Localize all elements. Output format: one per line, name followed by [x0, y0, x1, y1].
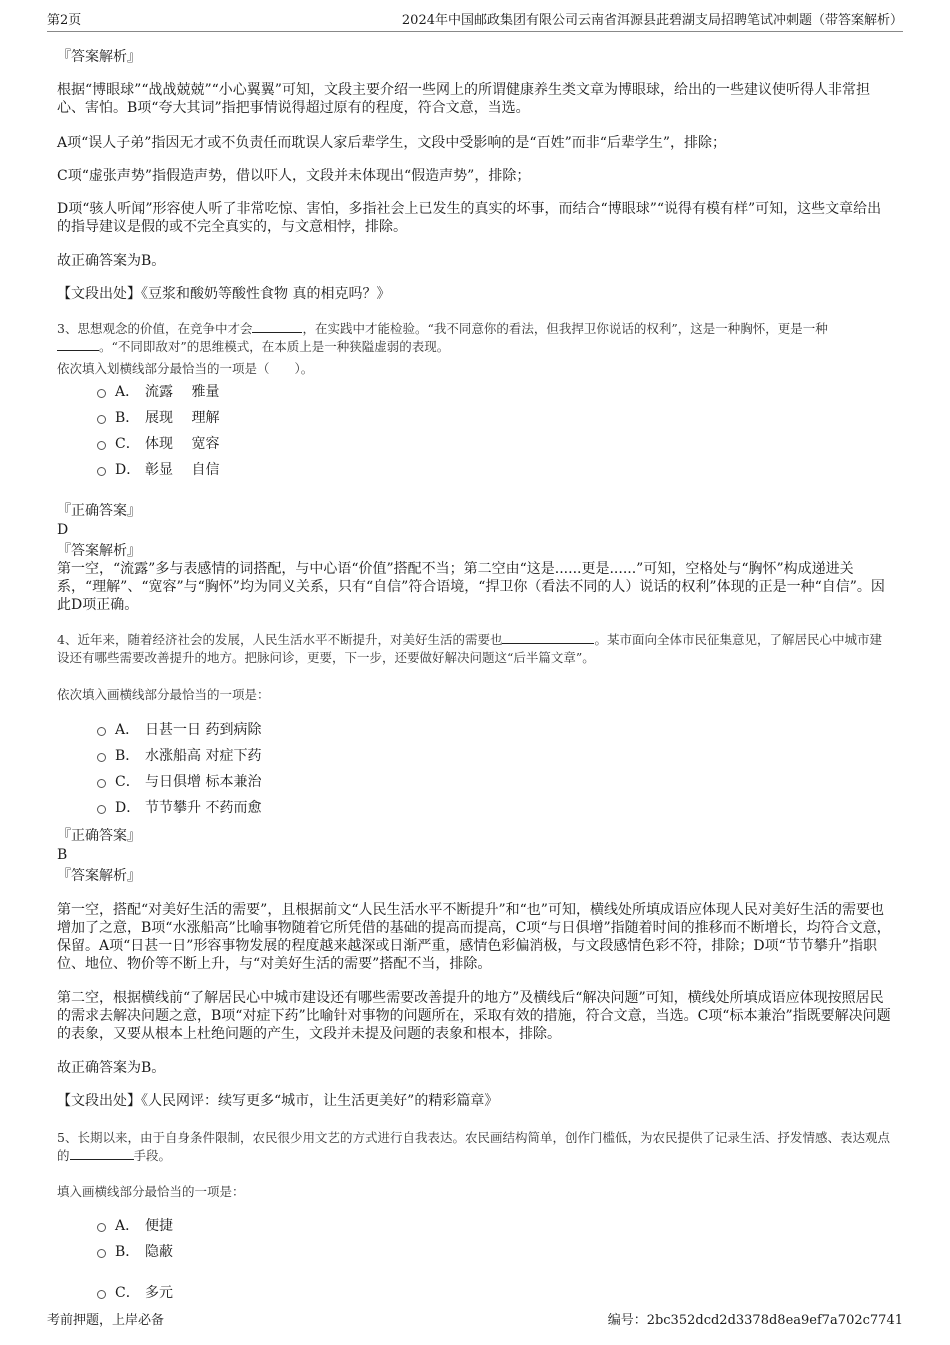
q5-stem: [57, 1129, 892, 1165]
q5-instruction: 填入画横线部分最恰当的一项是：: [57, 1184, 245, 1199]
option-key: D．: [115, 800, 141, 816]
q4-analysis-paragraph-2: 第二空，根据横线前“了解居民心中城市建设还有哪些需要改善提升的地方”及横线后“解决问题”可知，横线处所填成语应体现按照居民的需求去解决问题之意，B项“对症下药”比喻针对事物的问题所在，采取有效的措施，符合文意，当选。C项“标本兼治”指既要解决问题的表象，又要从根本上杜绝问题的产生，文段并未提及问题的表象和根本，排除。: [57, 990, 891, 1042]
radio-button[interactable]: [97, 1290, 106, 1299]
option-key: B．: [115, 410, 140, 426]
footer-slogan: 考前押题，上岸必备: [47, 1313, 165, 1328]
q4-instruction: 依次填入画横线部分最恰当的一项是：: [57, 687, 270, 702]
q3-blank-2: [57, 338, 99, 351]
q2-option-d-analysis: D项“骇人听闻”形容使人听了非常吃惊、害怕，多指社会上已发生的真实的坏事，而结合“博眼球”“说得有模有样”可知，这些文章给出的指导建议是假的或不完全真实的，与文意相悖，排除。: [57, 201, 882, 235]
q4-conclusion: 故正确答案为B。: [57, 1060, 166, 1076]
q3-stem-part1: 3、思想观念的价值，在竞争中才会: [57, 321, 253, 336]
q4-stem: [57, 631, 892, 667]
q2-analysis-paragraph: 根据“博眼球”“战战兢兢”“小心翼翼”可知，文段主要介绍一些网上的所谓健康养生类文章为博眼球，给出的一些建议使听得人非常担心、害怕。B项“夸大其词”指把事情说得超过原有的程度，符合文意，当选。: [57, 82, 870, 116]
q3-stem: [57, 320, 892, 356]
q2-option-c-analysis: C项“虚张声势”指假造声势，借以吓人，文段并未体现出“假造声势”，排除；: [57, 168, 531, 184]
radio-button[interactable]: [97, 779, 106, 788]
option-key: A．: [115, 1218, 140, 1234]
q3-instruction: 依次填入划横线部分最恰当的一项是（ ）。: [57, 361, 314, 376]
q4-stem-part1: 4、近年来，随着经济社会的发展，人民生活水平不断提升，对美好生活的需要也: [57, 632, 503, 647]
option-text: 流露 雅量: [145, 384, 220, 400]
q2-option-a-analysis: A项“误人子弟”指因无才或不负责任而耽误人家后辈学生，文段中受影响的是“百姓”而非“后辈学生”，排除；: [57, 135, 727, 151]
radio-button[interactable]: [97, 727, 106, 736]
radio-button[interactable]: [97, 753, 106, 762]
page-number: 第2页: [47, 13, 82, 28]
q4-stem-part3: ，下一步，还要做好解决问题这“后半篇文章”。: [332, 650, 595, 665]
option-key: C．: [115, 774, 140, 790]
q3-answer-label: 『正确答案』: [57, 503, 141, 519]
option-text: 隐蔽: [145, 1244, 173, 1260]
option-key: C．: [115, 1285, 140, 1301]
header-divider: [47, 31, 903, 32]
option-text: 水涨船高 对症下药: [145, 748, 262, 764]
option-text: 便捷: [145, 1218, 173, 1234]
option-text: 展现 理解: [145, 410, 220, 426]
q4-analysis-paragraph-1: 第一空，搭配“对美好生活的需要”，且根据前文“人民生活水平不断提升”和“也”可知，横线处所填成语应体现人民对美好生活的需要也增加了之意，B项“水涨船高”比喻事物随着它所凭借的基础的提高而提高，C项“与日俱增”指随着时间的推移而不断增长，均符合文意，保留。A项“日甚一日”形容事物发展的程度越来越深或日渐严重，感情色彩偏消极，与文段感情色彩不符，排除；D项“节节攀升”指职位、地位、物价等不断上升，与“对美好生活的需要”搭配不当，排除。: [57, 902, 891, 972]
q4-source: 【文段出处】《人民网评：续写更多“城市，让生活更美好”的精彩篇章》: [57, 1093, 499, 1109]
q4-analysis-label: 『答案解析』: [57, 868, 141, 884]
option-key: B．: [115, 748, 140, 764]
radio-button[interactable]: [97, 1249, 106, 1258]
radio-button[interactable]: [97, 389, 106, 398]
option-text: 与日俱增 标本兼治: [145, 774, 262, 790]
option-key: B．: [115, 1244, 140, 1260]
q3-analysis-label: 『答案解析』: [57, 543, 141, 559]
option-text: 日甚一日 药到病除: [145, 722, 262, 738]
q3-blank-1: [252, 320, 302, 333]
q2-source: 【文段出处】《豆浆和酸奶等酸性食物 真的相克吗？》: [57, 286, 391, 302]
q3-analysis: 第一空，“流露”多与表感情的词搭配，与中心语“价值”搭配不当；第二空由“这是......更是......”可知，空格处与“胸怀”构成递进关系，“理解”、“宽容”与“胸怀”均为同义关系，只有“自信”符合语境，“捍卫你（看法不同的人）说话的权利”体现的正是一种“自信”。因此D项正确。: [57, 561, 885, 613]
q5-stem-part2: 手段。: [133, 1148, 172, 1163]
q5-blank-1: [70, 1147, 134, 1160]
q3-stem-part3: 。“不同即敌对”的思维模式，在本质上是一种狭隘虚弱的表现。: [99, 339, 450, 354]
document-serial: 编号：2bc352dcd2d3378d8ea9ef7a702c7741: [607, 1313, 903, 1328]
option-text: 彰显 自信: [145, 462, 220, 478]
q3-stem-part2: ，在实践中才能检验。“我不同意你的看法，但我捍卫你说话的权利”，这是一种胸怀，更是一种: [302, 321, 828, 336]
option-text: 多元: [145, 1285, 173, 1301]
q4-answer: B: [57, 847, 68, 863]
option-key: A．: [115, 384, 140, 400]
q4-answer-label: 『正确答案』: [57, 828, 141, 844]
q4-blank-1: [502, 631, 594, 644]
radio-button[interactable]: [97, 467, 106, 476]
option-text: 节节攀升 不药而愈: [145, 800, 262, 816]
radio-button[interactable]: [97, 805, 106, 814]
q4-stem-part2: 。某市面向全体市民征集意见，了解居民心中城市建设还有哪些需要改善提升的地方。把脉问诊，更要: [57, 632, 882, 665]
q2-analysis-label: 『答案解析』: [57, 49, 141, 65]
radio-button[interactable]: [97, 415, 106, 424]
q2-conclusion: 故正确答案为B。: [57, 253, 166, 269]
radio-button[interactable]: [97, 1223, 106, 1232]
q3-answer: D: [57, 522, 69, 538]
radio-button[interactable]: [97, 441, 106, 450]
option-key: A．: [115, 722, 140, 738]
q5-stem-part1: 5、长期以来，由于自身条件限制，农民很少用文艺的方式进行自我表达。农民画结构简单，创作门槛低，为农民提供了记录生活、抒发情感、表达观点的: [57, 1130, 890, 1163]
document-title: 2024年中国邮政集团有限公司云南省洱源县茈碧湖支局招聘笔试冲刺题（带答案解析）: [401, 13, 903, 28]
option-key: C．: [115, 436, 140, 452]
option-key: D．: [115, 462, 141, 478]
option-text: 体现 宽容: [145, 436, 220, 452]
